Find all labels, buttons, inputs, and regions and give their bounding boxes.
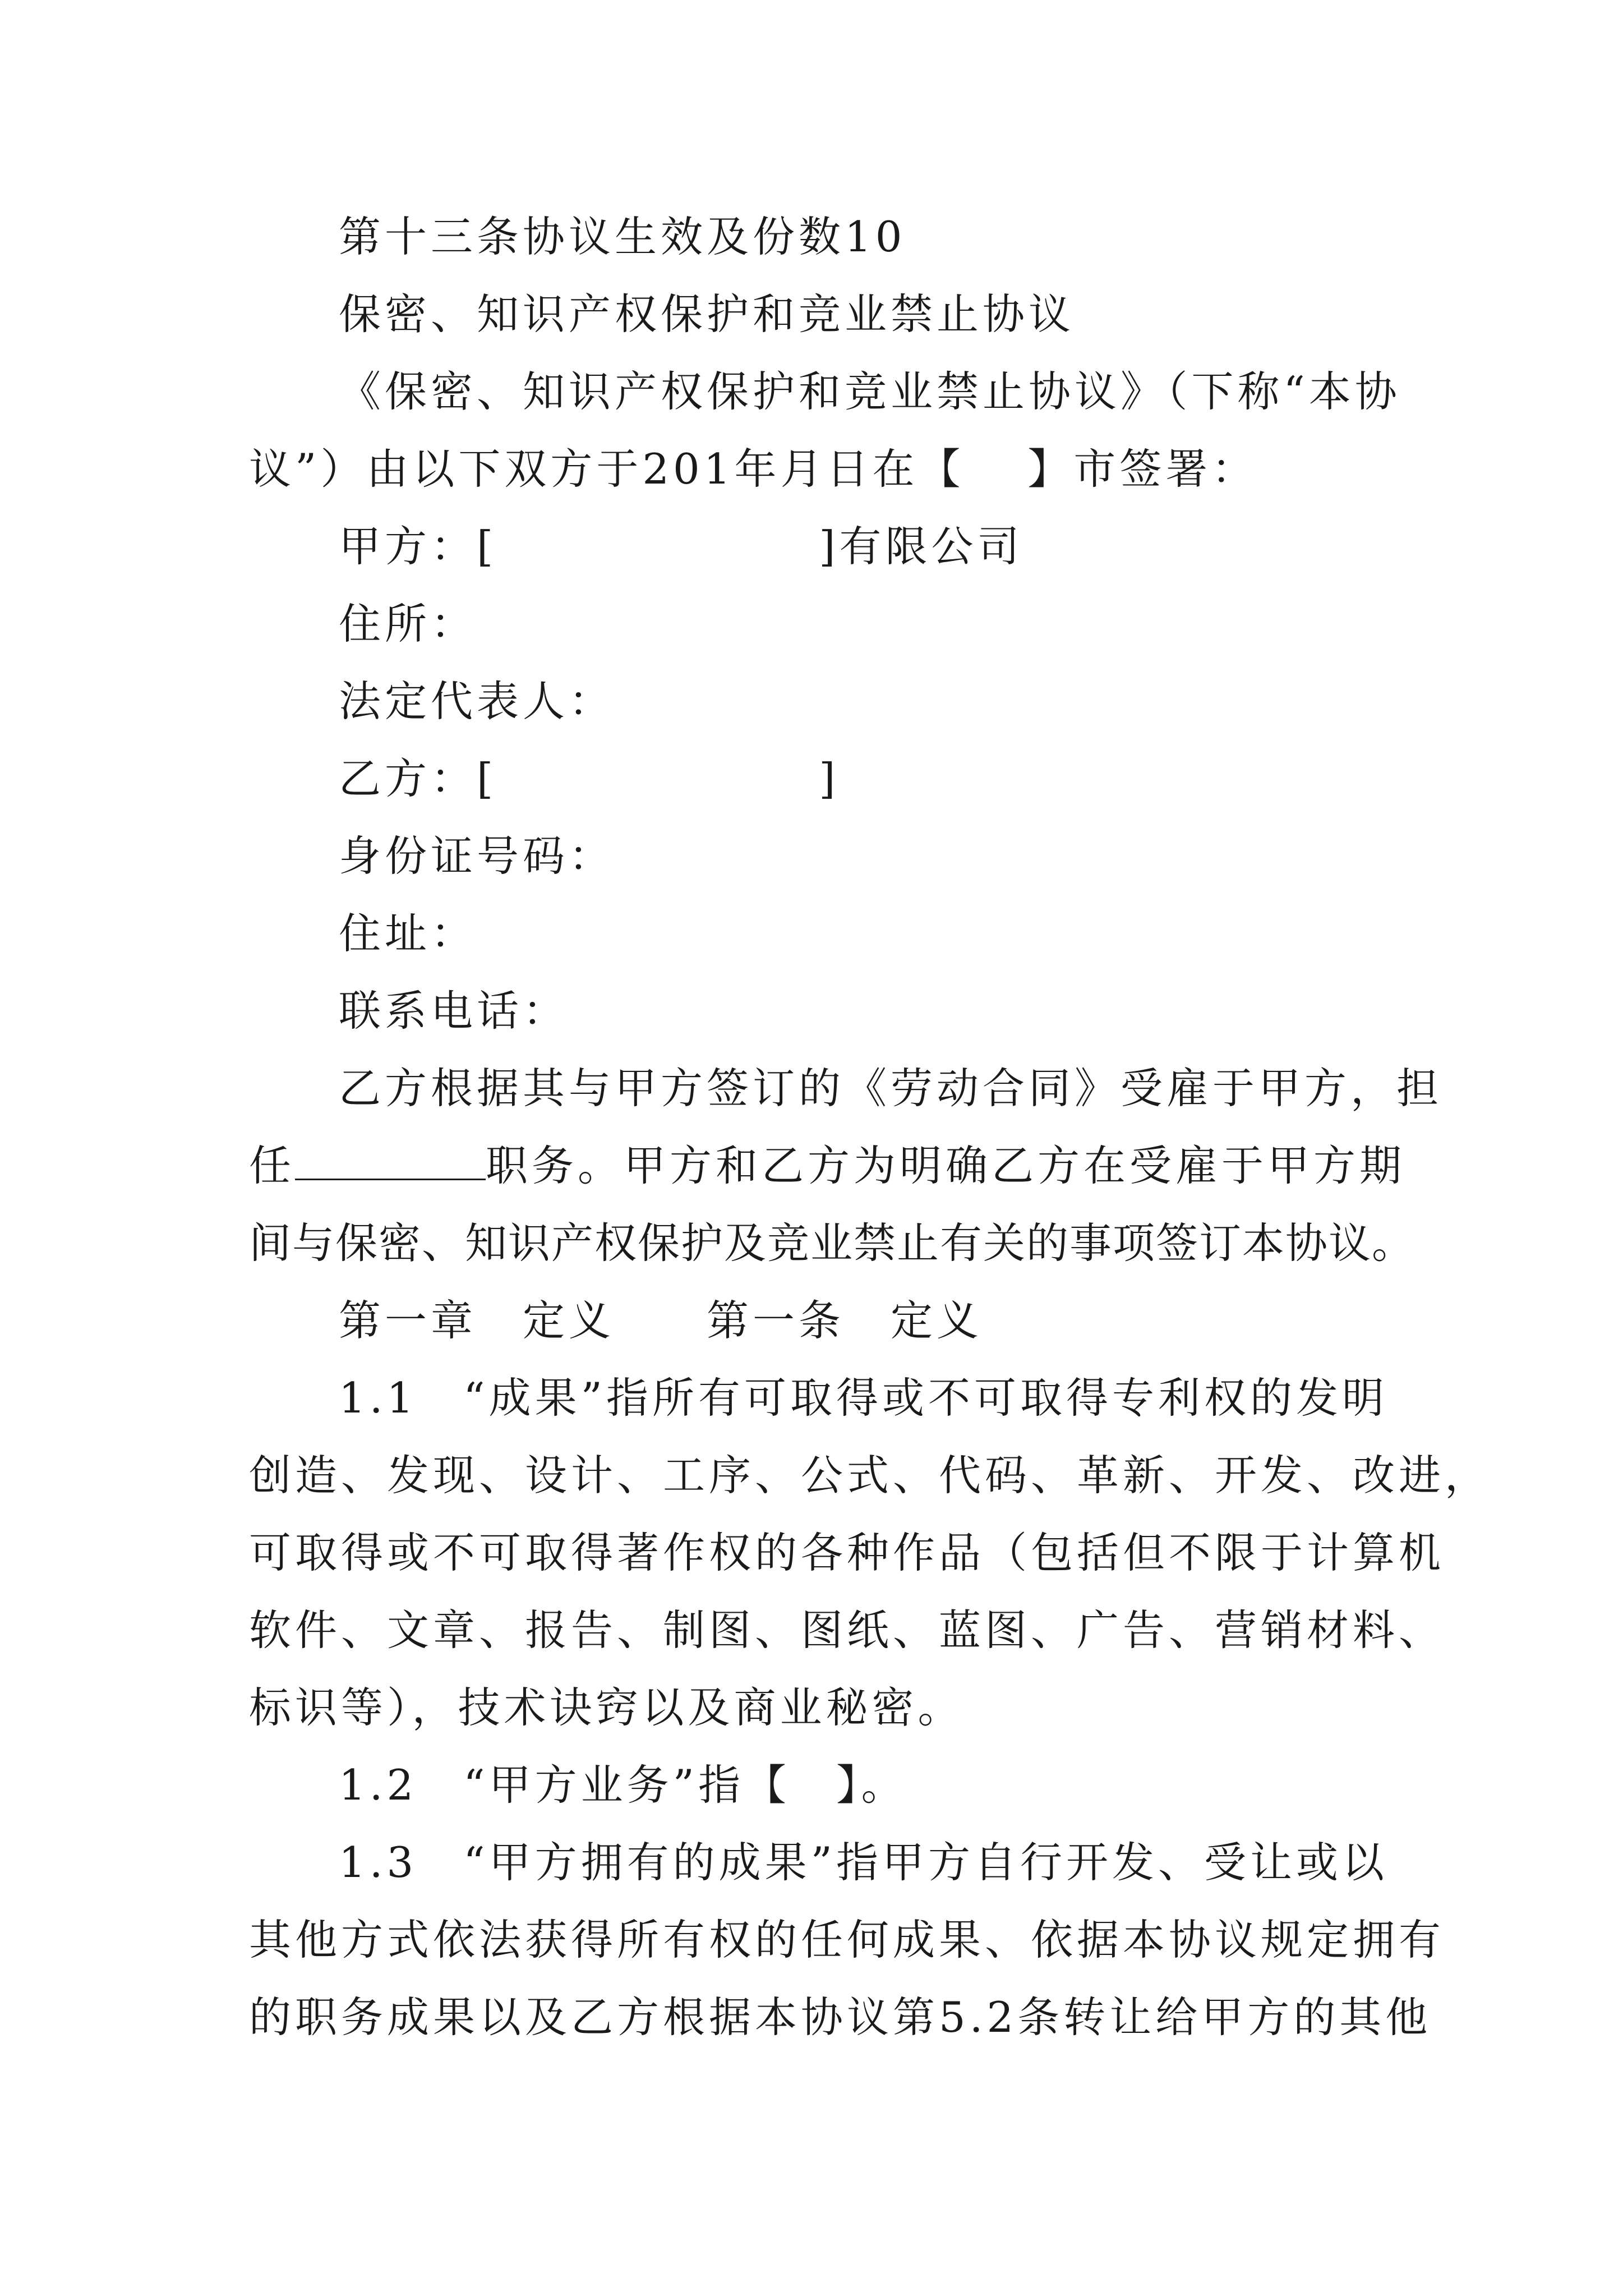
- party-b-name: 乙方：[ ]: [339, 754, 840, 803]
- party-b-address: 住址：: [339, 909, 477, 958]
- party-a-legal-representative: 法定代表人：: [339, 677, 615, 726]
- clause-1-1-line-2: 创造、发现、设计、工序、公式、代码、革新、开发、改进，: [249, 1451, 1491, 1500]
- clause-1-1-line-4: 软件、文章、报告、制图、图纸、蓝图、广告、营销材料、: [249, 1605, 1445, 1655]
- party-b-phone: 联系电话：: [339, 986, 569, 1036]
- clause-1-3-line-1: 1.3 “甲方拥有的成果”指甲方自行开发、受让或以: [339, 1838, 1388, 1887]
- intro-paragraph-line-2: 议”）由以下双方于201年月日在【 】市签署：: [249, 444, 1258, 494]
- intro-paragraph-line-1: 《保密、知识产权保护和竞业禁止协议》（下称“本协: [339, 367, 1401, 416]
- clause-1-2: 1.2 “甲方业务”指【 】。: [339, 1760, 907, 1810]
- agreement-title: 保密、知识产权保护和竞业禁止协议: [339, 289, 1075, 339]
- party-b-id-number: 身份证号码：: [339, 831, 615, 881]
- clause-1-1-line-3: 可取得或不可取得著作权的各种作品（包括但不限于计算机: [249, 1528, 1445, 1577]
- employment-paragraph-line-3: 间与保密、知识产权保护及竞业禁止有关的事项签订本协议。: [249, 1218, 1415, 1268]
- clause-1-3-line-3: 的职务成果以及乙方根据本协议第5.2条转让给甲方的其他: [249, 1993, 1432, 2042]
- employment-paragraph-line-1: 乙方根据其与甲方签订的《劳动合同》受雇于甲方，担: [339, 1064, 1443, 1113]
- section-heading-article-13: 第十三条协议生效及份数10: [339, 212, 906, 261]
- employment-paragraph-line-2: [249, 1138, 1405, 1194]
- text-prefix: 任: [249, 1141, 296, 1190]
- party-a-name: 甲方：[ ]有限公司: [339, 522, 1023, 571]
- clause-1-1-line-5: 标识等），技术诀窍以及商业秘密。: [249, 1683, 964, 1732]
- party-a-address: 住所：: [339, 599, 477, 648]
- position-blank: [295, 1145, 486, 1180]
- clause-1-3-line-2: 其他方式依法获得所有权的任何成果、依据本协议规定拥有: [249, 1915, 1445, 1964]
- chapter-one-heading: 第一章 定义 第一条 定义: [339, 1296, 983, 1345]
- text-suffix: 职务。甲方和乙方为明确乙方在受雇于甲方期: [486, 1141, 1406, 1190]
- clause-1-1-line-1: 1.1 “成果”指所有可取得或不可取得专利权的发明: [339, 1373, 1388, 1423]
